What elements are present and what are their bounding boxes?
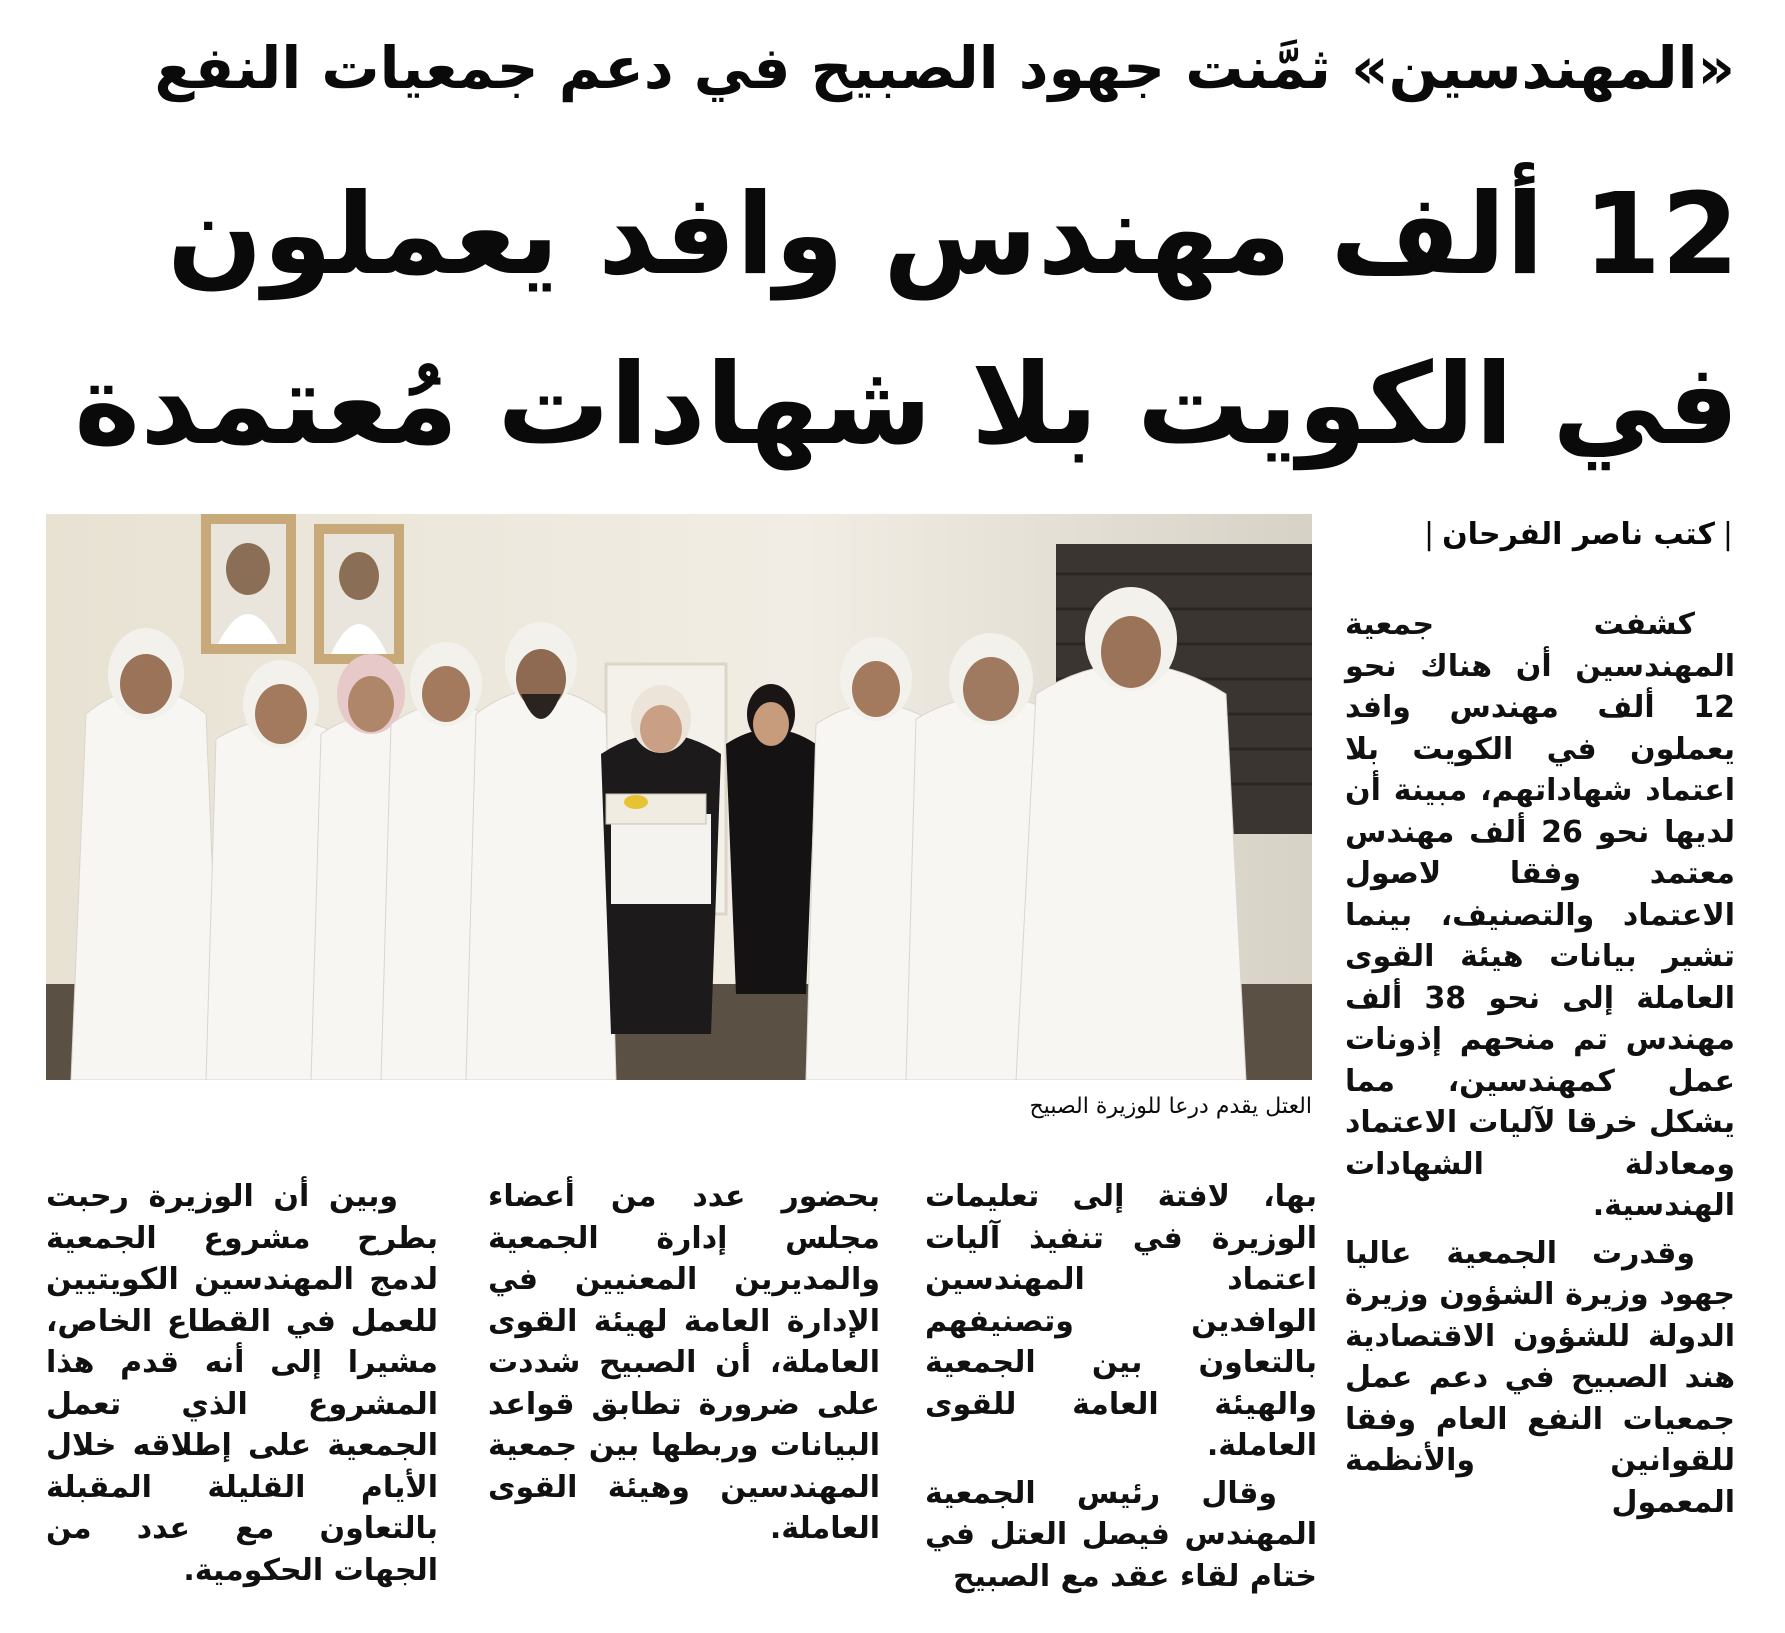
paragraph: وبين أن الوزيرة رحبت بطرح مشروع الجمعية لدمج المهندسين الكويتيين للعمل في القطاع الخاص، مشيرا إلى أنه قدم هذا المشروع الذي تعمل الجمعية على إطلاقه خلال الأيام القليلة المقبلة بالتعاون مع عدد من الجهات الحكومية. <box>46 1179 438 1588</box>
article-photo <box>46 514 1312 1080</box>
article-column-2 <box>925 1176 1317 1616</box>
byline-author: كتب ناصر الفرحان <box>1442 517 1715 552</box>
photo-caption: العتل يقدم درعا للوزيرة الصبيح <box>1029 1094 1312 1119</box>
article-kicker: «المهندسين» ثمَّنت جهود الصبيح في دعم جمعيات النفع <box>154 34 1735 102</box>
headline-line-2: في الكويت بلا شهادات مُعتمدة <box>74 340 1739 470</box>
paragraph: وقدرت الجمعية عاليا جهود وزيرة الشؤون وزيرة الدولة للشؤون الاقتصادية هند الصبيح في دعم عمل جمعيات النفع العام وفقا للقوانين والأنظمة المعمول <box>1345 1235 1735 1520</box>
byline-separator-right: | <box>1722 517 1733 552</box>
article-column-1 <box>1345 604 1735 1614</box>
byline <box>1361 515 1741 555</box>
paragraph: بحضور عدد من أعضاء مجلس إدارة الجمعية والمديرين المعنيين في الإدارة العامة لهيئة القوى العاملة، أن الصبيح شددت على ضرورة تطابق قواعد البيانات وربطها بين جمعية المهندسين وهيئة القوى العاملة. <box>488 1179 880 1546</box>
headline-line-1: 12 ألف مهندس وافد يعملون <box>167 170 1739 300</box>
paragraph: وقال رئيس الجمعية المهندس فيصل العتل في ختام لقاء عقد مع الصبيح <box>925 1475 1317 1594</box>
article-column-3 <box>488 1176 880 1616</box>
article-column-4 <box>46 1176 438 1616</box>
paragraph: بها، لافتة إلى تعليمات الوزيرة في تنفيذ آليات اعتماد المهندسين الوافدين وتصنيفهم بالتعاون بين الجمعية والهيئة العامة للقوى العاملة. <box>925 1179 1317 1463</box>
group-photo-illustration <box>46 514 1312 1080</box>
paragraph: كشفت جمعية المهندسين أن هناك نحو 12 ألف مهندس وافد يعملون في الكويت بلا اعتماد شهاداتهم، مبينة أن لديها نحو 26 ألف مهندس معتمد وفقا لاصول الاعتماد والتصنيف، بينما تشير بيانات هيئة القوى العاملة إلى نحو 38 ألف مهندس تم منحهم إذونات عمل كمهندسين، مما يشكل خرقا لآليات الاعتماد ومعادلة الشهادات الهندسية. <box>1345 607 1735 1223</box>
byline-separator-left: | <box>1423 517 1435 552</box>
article-headline <box>74 150 1739 490</box>
